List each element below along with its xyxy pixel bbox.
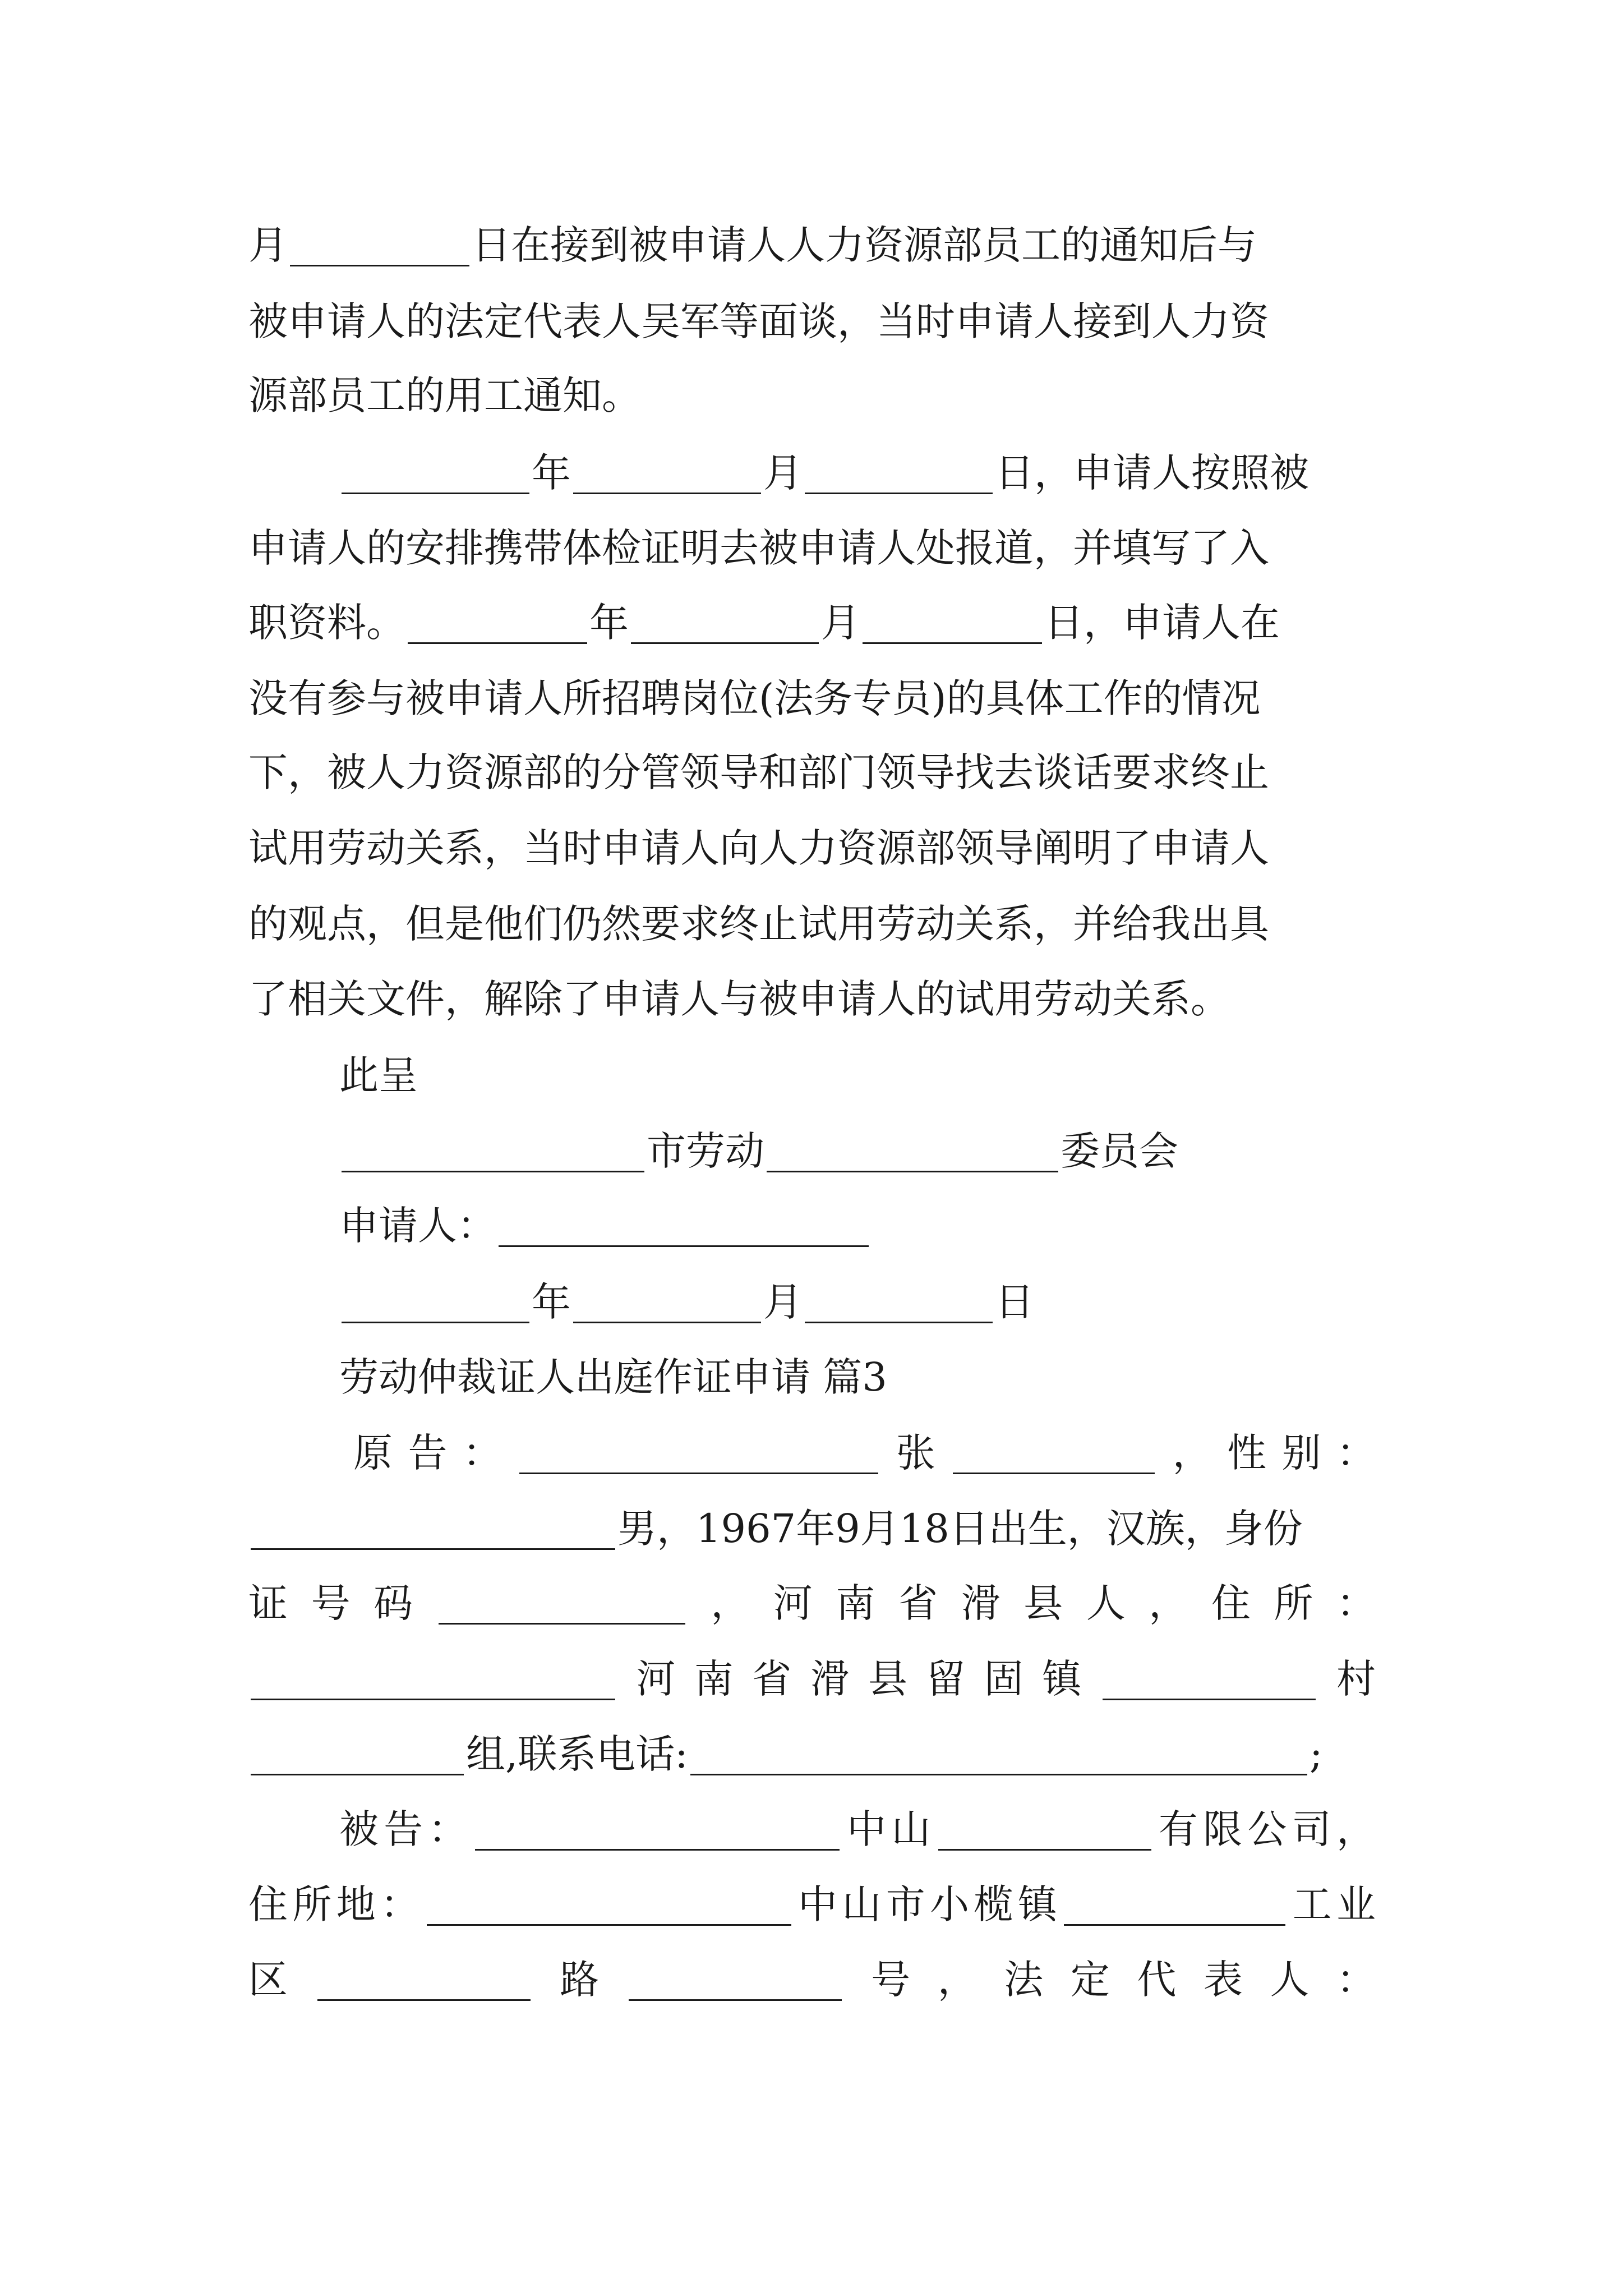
fill-blank (1103, 1699, 1316, 1700)
fill-blank (805, 493, 993, 494)
committee-line (339, 1115, 1178, 1188)
line-text: 日，申请人按照被 (995, 450, 1309, 496)
applicant-line (339, 1189, 871, 1262)
text-line-8: 下，被人力资源部的分管领导和部门领导找去谈话要求终止 (248, 749, 1269, 795)
line-text: 被告： (339, 1806, 473, 1852)
fill-blank (1064, 1924, 1285, 1926)
fill-blank (631, 642, 819, 644)
text-line-21 (248, 1718, 1376, 1791)
line-text: 原告： (353, 1430, 518, 1476)
text-line-5: 申请人的安排携带体检证明去被申请人处报道，并填写了入 (248, 525, 1269, 571)
fill-blank (427, 1924, 791, 1926)
fill-blank (573, 493, 761, 494)
line-text: 年 (589, 600, 629, 646)
fill-blank (863, 642, 1042, 644)
line-text: 河南省滑县留固镇 (617, 1656, 1100, 1702)
line-text: 住所地： (248, 1881, 425, 1927)
text-line-9: 试用劳动关系，当时申请人向人力资源部领导阐明了申请人 (248, 825, 1269, 871)
line-text: 张 (880, 1430, 951, 1476)
text-line-23 (248, 1868, 1376, 1941)
defendant-line (339, 1793, 1376, 1866)
fill-blank (342, 1171, 644, 1172)
fill-blank (573, 1322, 761, 1323)
text-line-3: 源部员工的用工通知。 (248, 372, 641, 418)
text-line-18 (248, 1492, 1376, 1565)
line-text: 中山 (841, 1806, 936, 1852)
text-line-10: 的观点，但是他们仍然要求终止试用劳动关系，并给我出具 (248, 901, 1269, 947)
fill-blank (805, 1322, 993, 1323)
fill-blank (519, 1473, 878, 1474)
fill-blank (953, 1473, 1155, 1474)
line-text: 月 (763, 450, 803, 496)
fill-blank (251, 1774, 464, 1775)
line-text: ; (1309, 1731, 1323, 1777)
line-text: 组,联系电话: (466, 1731, 688, 1777)
text-line-4 (339, 436, 1309, 509)
line-text: ，性别： (1157, 1430, 1376, 1476)
line-text: 日 (995, 1279, 1034, 1325)
text-line-19 (248, 1567, 1376, 1640)
plaintiff-line (353, 1416, 1376, 1489)
text-line-20 (248, 1642, 1376, 1715)
line-text: 职资料。 (248, 600, 405, 646)
text-line-6 (248, 586, 1376, 659)
section-heading: 劳动仲裁证人出庭作证申请 篇3 (339, 1354, 887, 1400)
fill-blank (251, 1699, 615, 1700)
closing-text: 此呈 (339, 1052, 418, 1098)
text-line-2: 被申请人的法定代表人吴军等面谈，当时申请人接到人力资 (248, 298, 1269, 344)
line-text: ，河南省滑县人，住所： (687, 1580, 1376, 1626)
fill-blank (251, 1548, 615, 1550)
line-text: 号，法定代表人： (843, 1957, 1376, 2003)
line-text: 日在接到被申请人人力资源部员工的通知后与 (472, 222, 1257, 268)
line-text: 月 (248, 222, 288, 268)
line-text: 区 (248, 1957, 315, 2003)
line-text: 男，1967年9月18日出生，汉族，身份 (617, 1506, 1303, 1552)
fill-blank (408, 642, 587, 644)
line-text: 工业 (1288, 1881, 1376, 1927)
fill-blank (475, 1849, 840, 1851)
text-line-24 (248, 1943, 1376, 2016)
line-text: 申请人： (339, 1203, 496, 1249)
line-text: 证号码 (248, 1580, 436, 1626)
fill-blank (342, 1322, 529, 1323)
fill-blank (439, 1623, 685, 1625)
fill-blank (629, 1999, 842, 2001)
date-line (339, 1266, 1034, 1338)
fill-blank (342, 493, 529, 494)
fill-blank (499, 1245, 869, 1247)
line-text: 年 (532, 450, 571, 496)
line-text: 市劳动 (647, 1128, 764, 1174)
line-text: 村 (1317, 1656, 1376, 1702)
line-text: 委员会 (1061, 1128, 1178, 1174)
fill-blank (317, 1999, 531, 2001)
fill-blank (290, 265, 469, 266)
line-text: 年 (532, 1279, 571, 1325)
line-text: 有限公司， (1153, 1806, 1376, 1852)
fill-blank (938, 1849, 1151, 1851)
line-text: 日，申请人在 (1044, 600, 1280, 646)
text-line-1 (248, 209, 1376, 282)
line-text: 月 (821, 600, 860, 646)
fill-blank (690, 1774, 1307, 1775)
line-text: 中山市小榄镇 (793, 1881, 1062, 1927)
line-text: 月 (763, 1279, 803, 1325)
line-text: 路 (532, 1957, 626, 2003)
text-line-11: 了相关文件，解除了申请人与被申请人的试用劳动关系。 (248, 976, 1230, 1022)
fill-blank (767, 1171, 1058, 1172)
text-line-7: 没有参与被申请人所招聘岗位(法务专员)的具体工作的情况 (248, 675, 1261, 721)
